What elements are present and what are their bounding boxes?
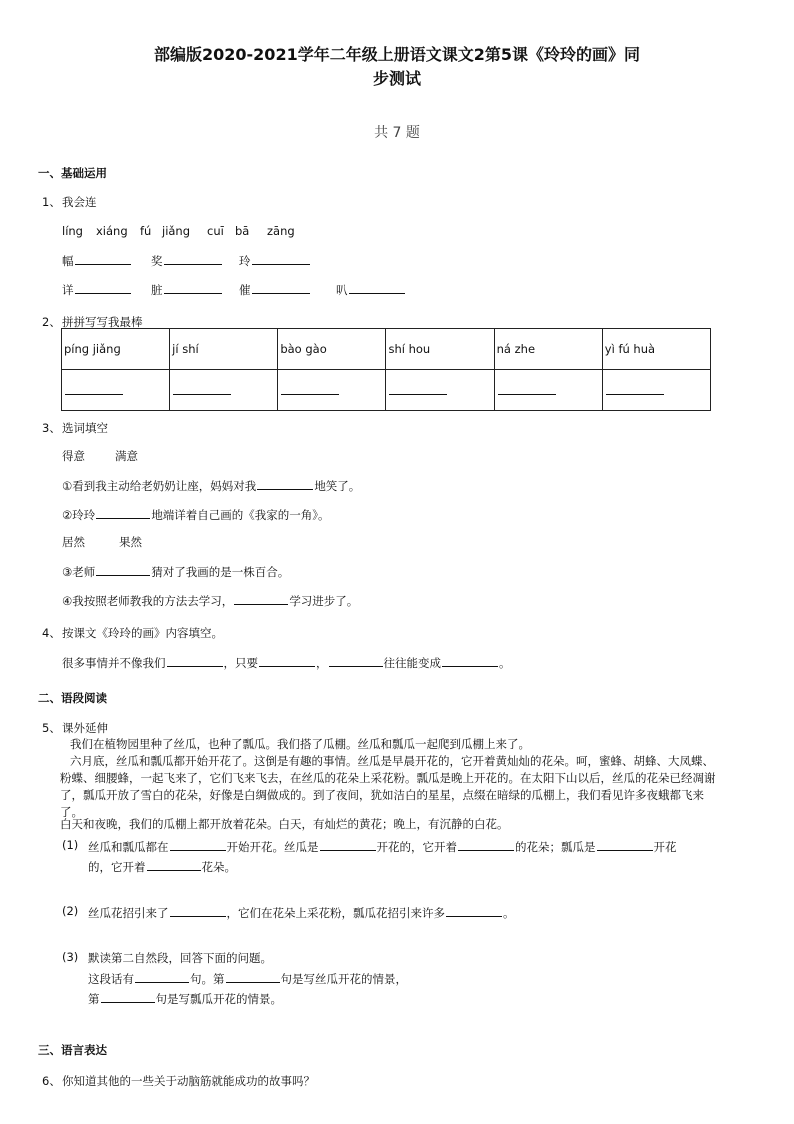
question-2-prompt: 拼拼写写我最棒: [62, 315, 143, 329]
pinyin-7: zāng: [267, 224, 295, 238]
char-label: 脏: [151, 283, 163, 297]
sentence-text: 往往能变成: [383, 656, 441, 670]
sub-question-2-number: (2): [62, 904, 79, 918]
char-row-2-b: [151, 281, 223, 298]
question-4-number: 4、: [42, 626, 61, 640]
sentence-text: ①看到我主动给老奶奶让座，妈妈对我: [62, 479, 257, 493]
sentence-4: [62, 592, 358, 609]
answer-blank[interactable]: [226, 970, 280, 983]
sentence-text: 句。第: [190, 972, 225, 986]
sentence-text: ，它们在花朵上采花粉，瓢瓜花招引来许多: [226, 906, 445, 920]
char-label: 幅: [62, 254, 74, 268]
title-line-1: 部编版2020-2021学年二年级上册语文课文2第5课《玲玲的画》同: [154, 45, 640, 64]
sentence-text: 丝瓜花招引来了: [88, 906, 169, 920]
answer-blank[interactable]: [96, 506, 150, 519]
sentence-text: 开始开花。丝瓜是: [226, 840, 319, 854]
char-row-1-c: [239, 252, 311, 269]
sentence-text: 第: [88, 992, 100, 1006]
char-row-2-d: [336, 281, 406, 298]
question-5-number: 5、: [42, 721, 61, 735]
answer-cell[interactable]: [494, 370, 602, 411]
answer-blank[interactable]: [234, 592, 288, 605]
answer-blank[interactable]: [135, 970, 189, 983]
answer-blank[interactable]: [101, 990, 155, 1003]
question-6-number: 6、: [42, 1074, 61, 1088]
char-label: 奖: [151, 254, 163, 268]
pinyin-2: xiáng: [96, 224, 128, 238]
answer-blank[interactable]: [164, 252, 222, 265]
answer-blank[interactable]: [252, 281, 310, 294]
answer-blank[interactable]: [259, 654, 315, 667]
sentence-text: ，只要: [223, 656, 258, 670]
sub-question-3-number: (3): [62, 950, 79, 964]
answer-blank[interactable]: [170, 904, 226, 917]
pinyin-writing-table: [61, 328, 711, 411]
answer-blank[interactable]: [606, 382, 664, 395]
pinyin-1: líng: [62, 224, 83, 238]
sentence-3: [62, 563, 289, 580]
sentence-text: 花朵。: [201, 860, 236, 874]
pinyin-row: [62, 329, 711, 370]
question-3-prompt: 选词填空: [62, 421, 108, 435]
answer-blank[interactable]: [281, 382, 339, 395]
sentence-text: 这段话有: [88, 972, 134, 986]
answer-blank[interactable]: [170, 838, 226, 851]
char-label: 详: [62, 283, 74, 297]
char-row-2-c: [239, 281, 311, 298]
answer-blank[interactable]: [446, 904, 502, 917]
pinyin-cell: shí hou: [386, 329, 494, 370]
pinyin-cell: ná zhe: [494, 329, 602, 370]
sub-question-1-line-1: [88, 838, 677, 855]
pinyin-3: fú: [140, 224, 152, 238]
sentence-text: 句是写瓢瓜开花的情景。: [155, 992, 282, 1006]
question-6-prompt: 你知道其他的一些关于动脑筋就能成功的故事吗？: [62, 1074, 315, 1088]
reading-paragraph-2: 六月底，丝瓜和瓢瓜都开始开花了。这倒是有趣的事情。丝瓜是早晨开花的，它开着黄灿灿的花朵。呵，蜜蜂、胡蜂、大凤蝶、粉蝶、细腰蜂，一起飞来了，它们飞来飞去，在丝瓜的花朵上采花粉。瓢瓜是晚上开花的。在太阳下山以后，丝瓜的花朵已经凋谢了，瓢瓜开放了雪白的花朵，好像是白绸做成的。到了夜间，犹如洁白的星星，点缀在暗绿的瓜棚上，我们看见许多夜蛾都飞来了。: [60, 754, 716, 819]
pinyin-4: jiǎng: [162, 224, 191, 238]
section-heading-expression: 三、语言表达: [38, 1043, 107, 1057]
answer-blank[interactable]: [442, 654, 498, 667]
question-2-number: 2、: [42, 315, 61, 329]
pinyin-cell: bào gào: [278, 329, 386, 370]
char-label: 叭: [336, 283, 348, 297]
answer-blank[interactable]: [389, 382, 447, 395]
sentence-text: 开花的，它开着: [376, 840, 457, 854]
sentence-text: 的，它开着: [88, 860, 146, 874]
char-row-2-a: [62, 281, 132, 298]
sentence-text: 地端详着自己画的《我家的一角》。: [151, 508, 330, 522]
sentence-text: 很多事情并不像我们: [62, 656, 166, 670]
sentence-2: [62, 506, 330, 523]
question-4-fill: [62, 654, 511, 671]
sub-question-1-line-2: [88, 858, 236, 875]
sub-question-2-line: [88, 904, 515, 921]
sentence-text: 学习进步了。: [289, 594, 359, 608]
sub-question-1-number: (1): [62, 838, 79, 852]
answer-cell[interactable]: [278, 370, 386, 411]
answer-blank[interactable]: [164, 281, 222, 294]
word-option: 得意: [62, 449, 85, 463]
question-1-number: 1、: [42, 195, 61, 209]
question-1-prompt: 我会连: [62, 195, 97, 209]
char-row-1-a: [62, 252, 132, 269]
pinyin-6: bā: [235, 224, 250, 238]
sentence-text: 的花朵；瓢瓜是: [515, 840, 596, 854]
char-label: 催: [239, 283, 251, 297]
sub-question-3-line-2: [88, 990, 282, 1007]
answer-blank[interactable]: [320, 838, 376, 851]
answer-cell[interactable]: [386, 370, 494, 411]
pinyin-5: cuī: [207, 224, 224, 238]
sentence-text: 丝瓜和瓢瓜都在: [88, 840, 169, 854]
question-4-prompt: 按课文《玲玲的画》内容填空。: [62, 626, 223, 640]
question-5-prompt: 课外延伸: [62, 721, 108, 735]
word-option: 果然: [119, 535, 142, 549]
sentence-text: 开花: [653, 840, 677, 854]
char-row-1-b: [151, 252, 223, 269]
sentence-text: ③老师: [62, 565, 96, 579]
answer-blank[interactable]: [167, 654, 223, 667]
answer-blank[interactable]: [75, 252, 131, 265]
reading-paragraph-1: 我们在植物园里种了丝瓜，也种了瓢瓜。我们搭了瓜棚。丝瓜和瓢瓜一起爬到瓜棚上来了。: [70, 737, 530, 751]
answer-blank[interactable]: [252, 252, 310, 265]
word-option: 满意: [115, 449, 138, 463]
sub-question-3-line-1: [88, 970, 407, 987]
answer-blank[interactable]: [75, 281, 131, 294]
answer-blank[interactable]: [458, 838, 514, 851]
title-line-2: 步测试: [372, 69, 421, 88]
sentence-text: 地笑了。: [314, 479, 361, 493]
answer-blank[interactable]: [498, 382, 556, 395]
pinyin-cell: yì fú huà: [602, 329, 710, 370]
answer-blank[interactable]: [65, 382, 123, 395]
answer-row: [62, 370, 711, 411]
answer-blank[interactable]: [96, 563, 150, 576]
section-heading-basic: 一、基础运用: [38, 166, 107, 180]
sentence-text: 句是写丝瓜开花的情景，: [280, 972, 407, 986]
answer-blank[interactable]: [147, 858, 201, 871]
answer-cell[interactable]: [602, 370, 710, 411]
sentence-text: ②玲玲: [62, 508, 96, 522]
sentence-text: 猜对了我画的是一株百合。: [151, 565, 290, 579]
answer-blank[interactable]: [173, 382, 231, 395]
section-heading-reading: 二、语段阅读: [38, 691, 107, 705]
sentence-text: 。: [499, 656, 511, 670]
answer-blank[interactable]: [349, 281, 405, 294]
reading-paragraph-3: 白天和夜晚，我们的瓜棚上都开放着花朵。白天，有灿烂的黄花；晚上，有沉静的白花。: [60, 817, 509, 831]
answer-blank[interactable]: [257, 477, 313, 490]
pinyin-cell: pínɡ jiǎnɡ: [62, 329, 170, 370]
answer-blank[interactable]: [597, 838, 653, 851]
word-option: 居然: [62, 535, 85, 549]
answer-cell[interactable]: [170, 370, 278, 411]
answer-blank[interactable]: [329, 654, 383, 667]
char-label: 玲: [239, 254, 251, 268]
question-count: 共 7 题: [374, 125, 420, 141]
pinyin-cell: jí shí: [170, 329, 278, 370]
answer-cell[interactable]: [62, 370, 170, 411]
sub-question-3-prompt: 默读第二自然段，回答下面的问题。: [88, 951, 272, 965]
sentence-1: [62, 477, 360, 494]
sentence-text: ，: [316, 656, 328, 670]
sentence-text: ④我按照老师教我的方法去学习，: [62, 594, 234, 608]
sentence-text: 。: [503, 906, 515, 920]
question-3-number: 3、: [42, 421, 61, 435]
